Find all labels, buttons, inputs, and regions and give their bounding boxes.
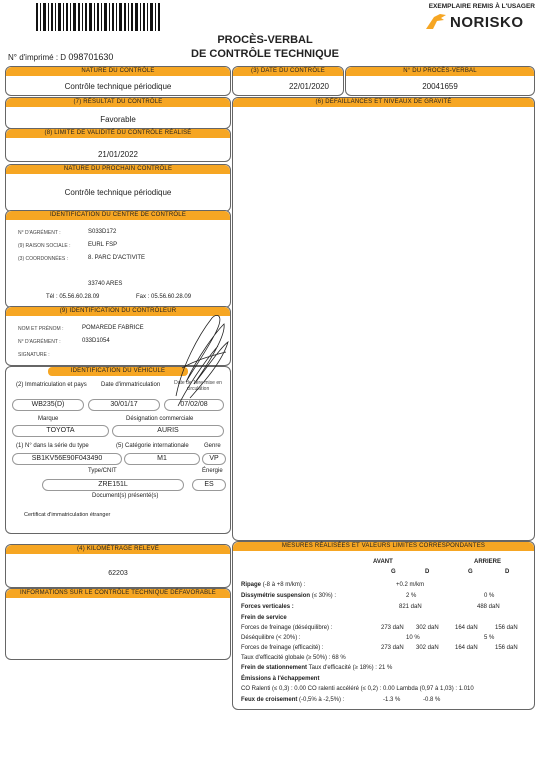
print-label: N° d'imprimé : D [8,53,67,62]
date-controle-value: 22/01/2020 [288,82,329,91]
centre-fax: 05.56.60.28.09 [151,294,192,300]
ff-eff-label: Forces de freinage (efficacité) : [241,645,324,651]
centre-coord: 8. PARC D'ACTIVITE [88,255,146,261]
stationnement-value: Taux d'efficacité (≥ 18%) : 21 % [308,665,393,671]
brand-name: NORISKO [450,14,524,31]
arriere-d-label: D [505,569,510,575]
energie-label: Énergie [202,468,223,474]
controleur-signature-label: SIGNATURE : [18,352,50,358]
co-values: CO Ralenti (≤ 0,3) : 0.00 CO ralenti accéléré (≤ 0,2) : 0.00 Lambda (0,97 à 1,03) : 1.010 [241,686,474,692]
prochain-value: Contrôle technique périodique [64,188,172,197]
centre-header: IDENTIFICATION DU CENTRE DE CONTRÔLE [6,211,230,220]
centre-box [5,210,231,308]
categorie-value: M1 [157,455,167,462]
croisement-d: -0.8 % [423,697,441,703]
docs-value: Certificat d'immatriculation étranger [24,512,111,518]
avant-label: AVANT [373,559,393,565]
validite-value: 21/01/2022 [97,150,139,159]
num-pv-box [345,66,535,96]
infos-header: INFORMATIONS SUR LE CONTRÔLE TECHNIQUE DÉFAVORABLE [6,589,230,598]
dissy-note: (≤ 30%) : [311,593,337,599]
designation-field [112,425,224,437]
nature-header: NATURE DU CONTRÔLE [6,67,230,76]
print-number: 098701630 [68,52,114,62]
copy-label: EXEMPLAIRE REMIS À L'USAGER [428,3,535,10]
ff2-ar-g: 164 daN [455,645,478,651]
centre-coord-label: (3) COORDONNÉES : [18,256,69,262]
emissions-label: Émissions à l'échappement [241,676,320,682]
centre-raison: EURL FSP [88,242,118,248]
ff1-ar-g: 164 daN [455,625,478,631]
resultat-box [5,97,231,129]
deseq-av-value: 10 % [406,635,420,641]
genre-label: Genre [204,443,221,449]
doc-title-line2: DE CONTRÔLE TECHNIQUE [191,48,339,60]
kilometrage-box [5,544,231,588]
forces-v-label: Forces verticales : [241,604,294,610]
categorie-label: (5) Catégorie internationale [116,443,189,449]
num-pv-value: 20041659 [422,82,458,91]
ff-deseq-label: Forces de freinage (déséquilibre) : [241,625,333,631]
resultat-header: (7) RÉSULTAT DU CONTRÔLE [6,98,230,107]
date-immat-label: Date d'immatriculation [101,382,161,388]
ripage-note: (-8 à +8 m/km) : [262,582,306,588]
frein-service-label: Frein de service [241,615,287,621]
kilometrage-header: (4) KILOMÉTRAGE RELEVÉ [6,545,230,554]
controleur-header: (9) IDENTIFICATION DU CONTRÔLEUR [6,307,230,316]
centre-agrement-label: N° D'AGRÉMENT : [18,230,61,236]
forces-v-av-value: 821 daN [399,604,422,610]
immat-field [12,399,84,411]
resultat-value: Favorable [100,115,136,124]
nature-value: Contrôle technique périodique [64,82,172,91]
dissy-label: Dissymétrie suspension [241,593,311,599]
centre-agrement: S033D172 [88,229,117,235]
designation-label: Désignation commerciale [126,416,194,422]
forces-v-ar-value: 488 daN [477,604,500,610]
num-pv-header: N° DU PROCÈS-VERBAL [346,67,534,76]
nature-box [5,66,231,96]
ff2-ar-d: 156 daN [495,645,518,651]
mise-label: Date de 1ère mise en circulation [174,380,222,392]
marque-value: TOYOTA [46,427,75,434]
validite-box [5,128,231,162]
croisement-label: Feux de croisement [241,697,298,703]
marque-field [12,425,109,437]
serie-label: (1) N° dans la série du type [16,443,89,449]
mesures-box [232,541,535,710]
kilometrage-value: 62203 [108,570,128,577]
categorie-field [124,453,200,465]
ff1-ar-d: 156 daN [495,625,518,631]
designation-value: AURIS [157,427,179,434]
controleur-agrement: 033D1054 [82,338,110,344]
controleur-name: POMAREDE FABRICE [82,325,144,331]
ripage-label: Ripage [241,582,262,588]
date-controle-header: (3) DATE DU CONTRÔLE [233,67,343,76]
infos-box [5,588,231,660]
avant-d-label: D [425,569,430,575]
controller-signature [168,306,234,412]
ff1-av-d: 302 daN [416,625,439,631]
dissy-ar-value: 0 % [484,593,495,599]
deseq-label: Déséquilibre (< 20%) : [241,635,301,641]
type-field [42,479,184,491]
mesures-header: MESURES RÉALISÉES ET VALEURS LIMITES CORRESPONDANTES [233,542,534,551]
eff-globale: Taux d'efficacité globale (≥ 50%) : 68 % [241,655,346,661]
controleur-agrement-label: N° D'AGRÉMENT : [18,339,61,345]
croisement-note: (-0,5% à -2,5%) : [299,697,345,703]
defaillances-header: (6) DÉFAILLANCES ET NIVEAUX DE GRAVITÉ [233,98,534,107]
marque-label: Marque [38,416,59,422]
genre-value: VP [209,455,219,462]
prochain-header: NATURE DU PROCHAIN CONTRÔLE [6,165,230,174]
ff2-av-g: 273 daN [381,645,404,651]
print-number-row [8,52,113,62]
barcode [36,3,160,31]
prochain-box [5,164,231,212]
date-immat-field [88,399,160,411]
ff1-av-g: 273 daN [381,625,404,631]
stationnement-label: Frein de stationnement [241,665,308,671]
date-immat-value: 30/01/17 [110,401,138,408]
arriere-g-label: G [468,569,473,575]
centre-fax-label: Fax : [136,294,150,300]
immat-label: (2) Immatriculation et pays [16,382,87,388]
immat-value: WB235(D) [31,401,65,408]
date-controle-box [232,66,344,96]
type-value: ZRE151L [98,481,128,488]
arriere-label: ARRIERE [474,559,502,565]
ripage-value: +0.2 m/km [396,582,425,588]
norisko-eagle-icon [424,13,448,31]
deseq-ar-value: 5 % [484,635,495,641]
energie-field [192,479,226,491]
centre-tel-label: Tél : [46,294,58,300]
ff2-av-d: 302 daN [416,645,439,651]
energie-value: ES [204,481,214,488]
controleur-name-label: NOM ET PRÉNOM : [18,326,64,332]
docs-label: Document(s) présenté(s) [92,493,159,499]
vehicule-header: IDENTIFICATION DU VÉHICULE [48,367,188,376]
mise-value: 07/02/08 [180,401,208,408]
doc-title-line1: PROCÈS-VERBAL [217,34,313,46]
centre-tel: 05.56.60.28.09 [59,294,100,300]
croisement-g: -1.3 % [383,697,401,703]
defaillances-box [232,97,535,541]
serie-value: SB1KV56E90F043490 [31,455,103,462]
centre-raison-label: (9) RAISON SOCIALE : [18,243,71,249]
serie-field [12,453,122,465]
centre-city: 33740 ARES [88,281,123,287]
dissy-av-value: 2 % [406,593,417,599]
type-label: Type/CNIT [88,468,117,474]
validite-header: (8) LIMITE DE VALIDITÉ DU CONTRÔLE RÉALISÉ [6,129,230,138]
avant-g-label: G [391,569,396,575]
genre-field [202,453,226,465]
